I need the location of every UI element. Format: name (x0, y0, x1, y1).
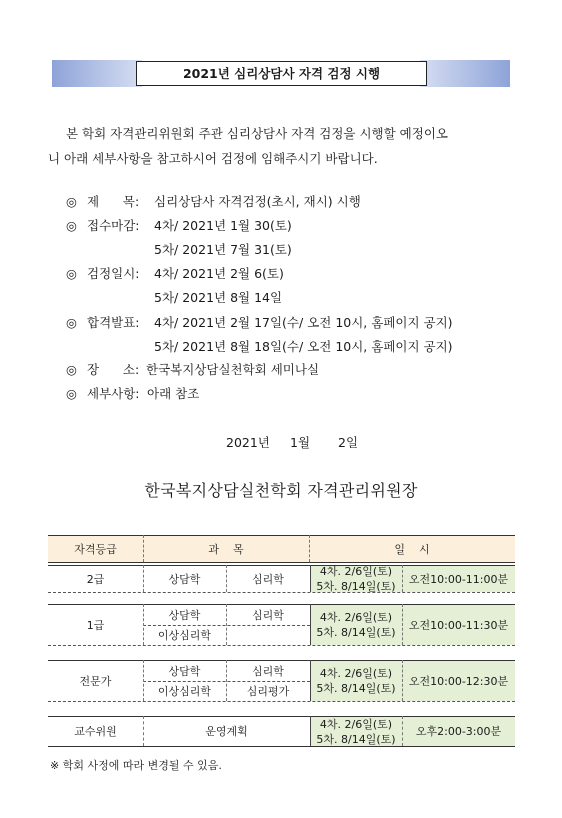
bullet-mark: ◎ (66, 266, 77, 281)
row2-date-2: 5차. 8/14일(토) (316, 626, 396, 639)
table-vrule (402, 604, 403, 645)
table-vrule (143, 604, 144, 645)
row2-dates (310, 605, 402, 645)
result-value-2: 5차/ 2021년 8월 18일(수/ 오전 10시, 홈페이지 공지) (154, 339, 453, 354)
table-rule (48, 716, 515, 717)
organization-signature: 한국복지상담실천학회 자격관리위원장 (144, 481, 418, 500)
place-value: 한국복지상담실천학회 세미나실 (146, 362, 320, 377)
row4-subject-1: 운영계획 (205, 725, 248, 738)
row2-subject-3: 이상심리학 (157, 628, 212, 642)
row3-date-2: 5차. 8/14일(토) (316, 682, 396, 695)
table-rule (48, 565, 515, 566)
header-grade: 자격등급 (74, 542, 117, 556)
header-subject: 과 목 (208, 542, 244, 556)
row2-date-1: 4차. 2/6일(토) (319, 611, 393, 624)
banner-left-gradient (52, 60, 142, 87)
table-vrule (402, 716, 403, 746)
table-rule (48, 660, 515, 661)
table-rule (48, 701, 515, 702)
date-day: 2일 (338, 435, 359, 450)
header-datetime: 일 시 (394, 542, 430, 556)
intro-line-2: 니 아래 세부사항을 참고하시어 검정에 임해주시기 바랍니다. (48, 151, 378, 166)
row1-grade: 2급 (86, 572, 105, 586)
table-vrule (226, 565, 227, 592)
table-rule (48, 645, 515, 646)
row4-date-2: 5차. 8/14일(토) (316, 732, 396, 746)
table-rule (48, 535, 515, 536)
deadline-value-2: 5차/ 2021년 7월 31(토) (154, 242, 292, 257)
subject-label: 제 목: (87, 194, 140, 209)
deadline-label: 접수마감: (87, 218, 140, 233)
result-value-1: 4차/ 2021년 2월 17일(수/ 오전 10시, 홈페이지 공지) (154, 315, 453, 330)
row3-subject-3: 이상심리학 (157, 684, 212, 698)
row3-grade: 전문가 (79, 674, 112, 688)
row3-dates (310, 661, 402, 701)
deadline-value-1: 4차/ 2021년 1월 30(토) (154, 218, 292, 233)
row1-subject-1: 상담학 (168, 572, 201, 586)
row3-subject-1: 상담학 (168, 664, 201, 678)
date-year: 2021년 (226, 435, 270, 450)
table-vrule (143, 716, 144, 746)
row4-date-1: 4차. 2/6일(토) (319, 717, 393, 731)
table-rule (48, 562, 515, 563)
bullet-mark: ◎ (66, 218, 77, 233)
result-label: 합격발표: (87, 315, 140, 330)
footnote: ※ 학회 사정에 따라 변경될 수 있음. (50, 759, 222, 772)
schedule-table (48, 535, 515, 747)
row3-subject-4: 심리평가 (246, 684, 290, 698)
exam-value-2: 5차/ 2021년 8월 14일 (154, 290, 283, 305)
exam-value-1: 4차/ 2021년 2월 6(토) (154, 266, 284, 281)
table-vrule (310, 565, 311, 592)
exam-label: 검정일시: (87, 266, 140, 281)
date-month: 1월 (290, 435, 311, 450)
table-vrule (402, 565, 403, 592)
table-vrule (402, 660, 403, 701)
more-label: 세부사항: (87, 386, 140, 401)
table-vrule (310, 604, 311, 645)
table-vrule (143, 565, 144, 592)
table-rule (48, 592, 515, 593)
table-vrule (309, 535, 310, 562)
table-vrule (226, 660, 227, 701)
row4-grade: 교수위원 (74, 725, 117, 738)
table-rule (48, 746, 515, 747)
table-vrule (310, 660, 311, 701)
bullet-mark: ◎ (66, 362, 77, 377)
title-banner (52, 60, 510, 87)
bullet-mark: ◎ (66, 386, 77, 401)
row4-dates (310, 717, 402, 746)
bullet-mark: ◎ (66, 194, 77, 209)
more-value: 아래 참조 (147, 386, 200, 401)
place-label: 장 소: (87, 362, 140, 377)
row1-dates (310, 566, 402, 592)
banner-right-gradient (420, 60, 510, 87)
intro-line-1: 본 학회 자격관리위원회 주관 심리상담사 자격 검정을 시행할 예정이오 (66, 126, 448, 141)
row3-time: 오전10:00-12:30분 (408, 674, 509, 688)
page-title: 2021년 심리상담사 자격 검정 시행 (136, 61, 427, 86)
bullet-mark: ◎ (66, 315, 77, 330)
subject-value: 심리상담사 자격검정(초시, 재시) 시행 (154, 194, 361, 209)
row1-date-1: 4차. 2/6일(토) (319, 565, 393, 578)
table-vrule (226, 604, 227, 645)
row2-subject-2: 심리학 (252, 608, 284, 622)
row2-time: 오전10:00-11:30분 (408, 618, 509, 632)
intro-paragraph (48, 121, 524, 171)
row3-date-1: 4차. 2/6일(토) (319, 667, 393, 680)
row4-time: 오후2:00-3:00분 (415, 725, 502, 738)
row1-date-2: 5차. 8/14일(토) (316, 580, 396, 593)
row1-subject-2: 심리학 (252, 572, 284, 586)
row2-subject-1: 상담학 (168, 608, 201, 622)
row2-grade: 1급 (86, 618, 105, 632)
table-vrule (143, 535, 144, 562)
row3-subject-2: 심리학 (252, 664, 284, 678)
table-vrule (143, 660, 144, 701)
table-rule (48, 604, 515, 605)
table-vrule (310, 716, 311, 746)
row1-time: 오전10:00-11:00분 (408, 572, 509, 586)
